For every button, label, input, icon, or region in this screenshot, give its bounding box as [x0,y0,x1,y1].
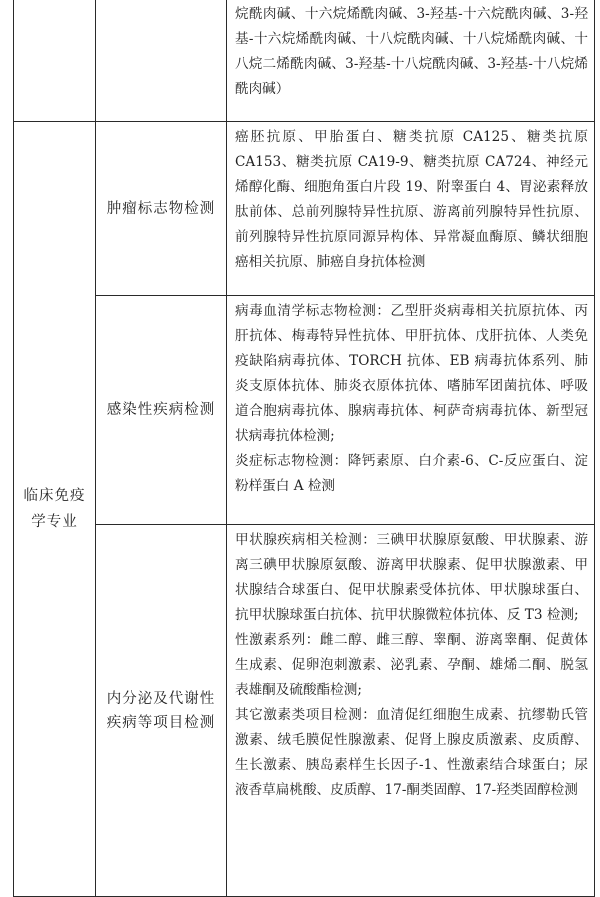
table-row [14,525,595,897]
content-paragraph: 病毒血清学标志物检测：乙型肝炎病毒相关抗原抗体、丙肝抗体、梅毒特异性抗体、甲肝抗体、戊肝抗体、人类免疫缺陷病毒抗体、TORCH 抗体、EB 病毒抗体系列、肺炎支原体抗体、肺炎衣原体抗体、嗜肺军团菌抗体、呼吸道合胞病毒抗体、腺病毒抗体、柯萨奇病毒抗体、新型冠状病毒抗体检测; [235,303,588,444]
test-items-table [13,0,595,897]
content-cell [227,0,595,122]
content-paragraph: 其它激素类项目检测：血清促红细胞生成素、抗缪勒氏管激素、绒毛膜促性腺激素、促肾上腺皮质激素、皮质醇、生长激素、胰岛素样生长因子-1、性激素结合球蛋白；尿液香草扁桃酸、皮质醇、17-酮类固醇、17-羟类固醇检测 [235,707,588,798]
category-label-line: 疾病等项目检测 [106,714,216,731]
content-cell [227,122,595,296]
category-label: 感染性疾病检测 [106,402,216,418]
category-cell [96,122,227,296]
content-cell [227,296,595,525]
major-cell [14,122,96,897]
content-paragraph: 癌胚抗原、甲胎蛋白、糖类抗原 CA125、糖类抗原 CA153、糖类抗原 CA19-9、糖类抗原 CA724、神经元烯醇化酶、细胞角蛋白片段 19、附睾蛋白 4、胃泌素释放肽前体、总前列腺特异性抗原、游离前列腺特异性抗原、前列腺特异性抗原同源异构体、异常凝血酶原、鳞状细胞癌相关抗原、肺癌自身抗体检测 [235,129,588,270]
content-paragraph: 甲状腺疾病相关检测：三碘甲状腺原氨酸、甲状腺素、游离三碘甲状腺原氨酸、游离甲状腺素、促甲状腺激素、甲状腺结合球蛋白、促甲状腺素受体抗体、甲状腺球蛋白、抗甲状腺球蛋白抗体、抗甲状腺微粒体抗体、反 T3 检测; [235,532,588,623]
content-cell [227,525,595,897]
major-cell-empty [14,0,96,122]
table-row [14,296,595,525]
content-paragraph: 炎症标志物检测：降钙素原、白介素-6、C-反应蛋白、淀粉样蛋白 A 检测 [235,453,588,494]
category-cell-empty [96,0,227,122]
category-cell [96,525,227,897]
content-paragraph: 性激素系列：雌二醇、雌三醇、睾酮、游离睾酮、促黄体生成素、促卵泡刺激素、泌乳素、孕酮、雄烯二酮、脱氢表雄酮及硫酸酯检测; [235,632,588,698]
table-row [14,122,595,296]
content-paragraph: 烷酰肉碱、十六烷烯酰肉碱、3-羟基-十六烷酰肉碱、3-羟基-十六烷烯酰肉碱、十八烷酰肉碱、十八烷烯酰肉碱、十八烷二烯酰肉碱、3-羟基-十八烷酰肉碱、3-羟基-十八烷烯酰肉碱） [235,6,588,97]
category-label: 肿瘤标志物检测 [106,200,216,217]
major-label-line: 临床免疫 [23,488,86,504]
major-label-line: 学专业 [31,514,78,530]
category-label-line: 内分泌及代谢性 [106,690,216,707]
table-row [14,0,595,122]
category-cell [96,296,227,525]
